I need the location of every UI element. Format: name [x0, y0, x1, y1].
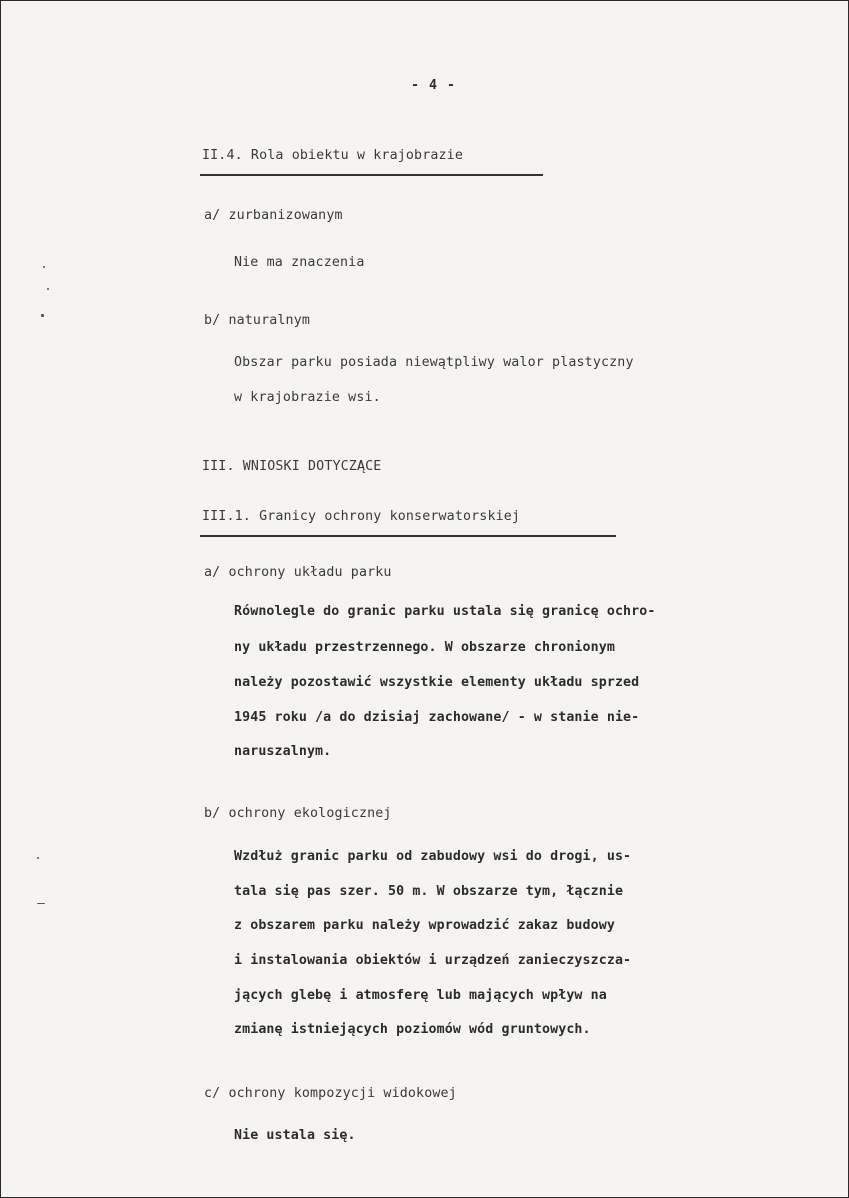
scan-mark: [41, 314, 44, 317]
item-b-paragraph-line-6: zmianę istniejących poziomów wód gruntowych.: [234, 1022, 591, 1037]
item-b-paragraph-line-2: tala się pas szer. 50 m. W obszarze tym, łącznie: [234, 884, 624, 899]
item-b-paragraph-line-5: jących glebę i atmosferę lub mających wpływ na: [234, 988, 607, 1003]
scan-mark: [37, 903, 45, 904]
item-a-paragraph-line-2: ny układu przestrzennego. W obszarze chronionym: [234, 640, 615, 655]
section-2-4-heading: II.4. Rola obiektu w krajobrazie: [202, 148, 463, 163]
item-b-paragraph-line-4: i instalowania obiektów i urządzeń zanieczyszcza-: [234, 953, 632, 968]
item-b-natural-text-line-2: w krajobrazie wsi.: [234, 390, 381, 405]
page-number: - 4 -: [411, 78, 457, 93]
section-3-1-heading: III.1. Granicy ochrony konserwatorskiej: [202, 509, 521, 524]
item-a-paragraph-line-1: Równolegle do granic parku ustala się granicę ochro-: [234, 604, 656, 619]
item-c-text: Nie ustala się.: [234, 1128, 356, 1143]
item-a-urbanized-text: Nie ma znaczenia: [234, 255, 365, 270]
item-a-paragraph-line-4: 1945 roku /a do dzisiaj zachowane/ - w stanie nie-: [234, 710, 640, 725]
item-b-natural-text-line-1: Obszar parku posiada niewątpliwy walor plastyczny: [234, 355, 634, 370]
scan-mark: [43, 266, 45, 268]
item-a-layout-protection-label: a/ ochrony układu parku: [204, 565, 392, 580]
item-a-paragraph-line-3: należy pozostawić wszystkie elementy układu sprzed: [234, 675, 640, 690]
item-b-paragraph-line-1: Wzdłuż granic parku od zabudowy wsi do drogi, us-: [234, 849, 632, 864]
item-c-view-protection-label: c/ ochrony kompozycji widokowej: [204, 1086, 457, 1101]
scan-mark: [37, 857, 39, 859]
section-2-4-underline: [200, 174, 543, 176]
section-3-heading: III. WNIOSKI DOTYCZĄCE: [202, 459, 382, 474]
item-b-paragraph-line-3: z obszarem parku należy wprowadzić zakaz budowy: [234, 918, 615, 933]
item-b-ecological-label: b/ ochrony ekologicznej: [204, 806, 392, 821]
item-a-urbanized-label: a/ zurbanizowanym: [204, 208, 343, 223]
item-a-paragraph-line-5: naruszalnym.: [234, 744, 332, 759]
section-3-1-underline: [200, 535, 616, 537]
scan-mark: [47, 288, 49, 290]
item-b-natural-label: b/ naturalnym: [204, 313, 311, 328]
